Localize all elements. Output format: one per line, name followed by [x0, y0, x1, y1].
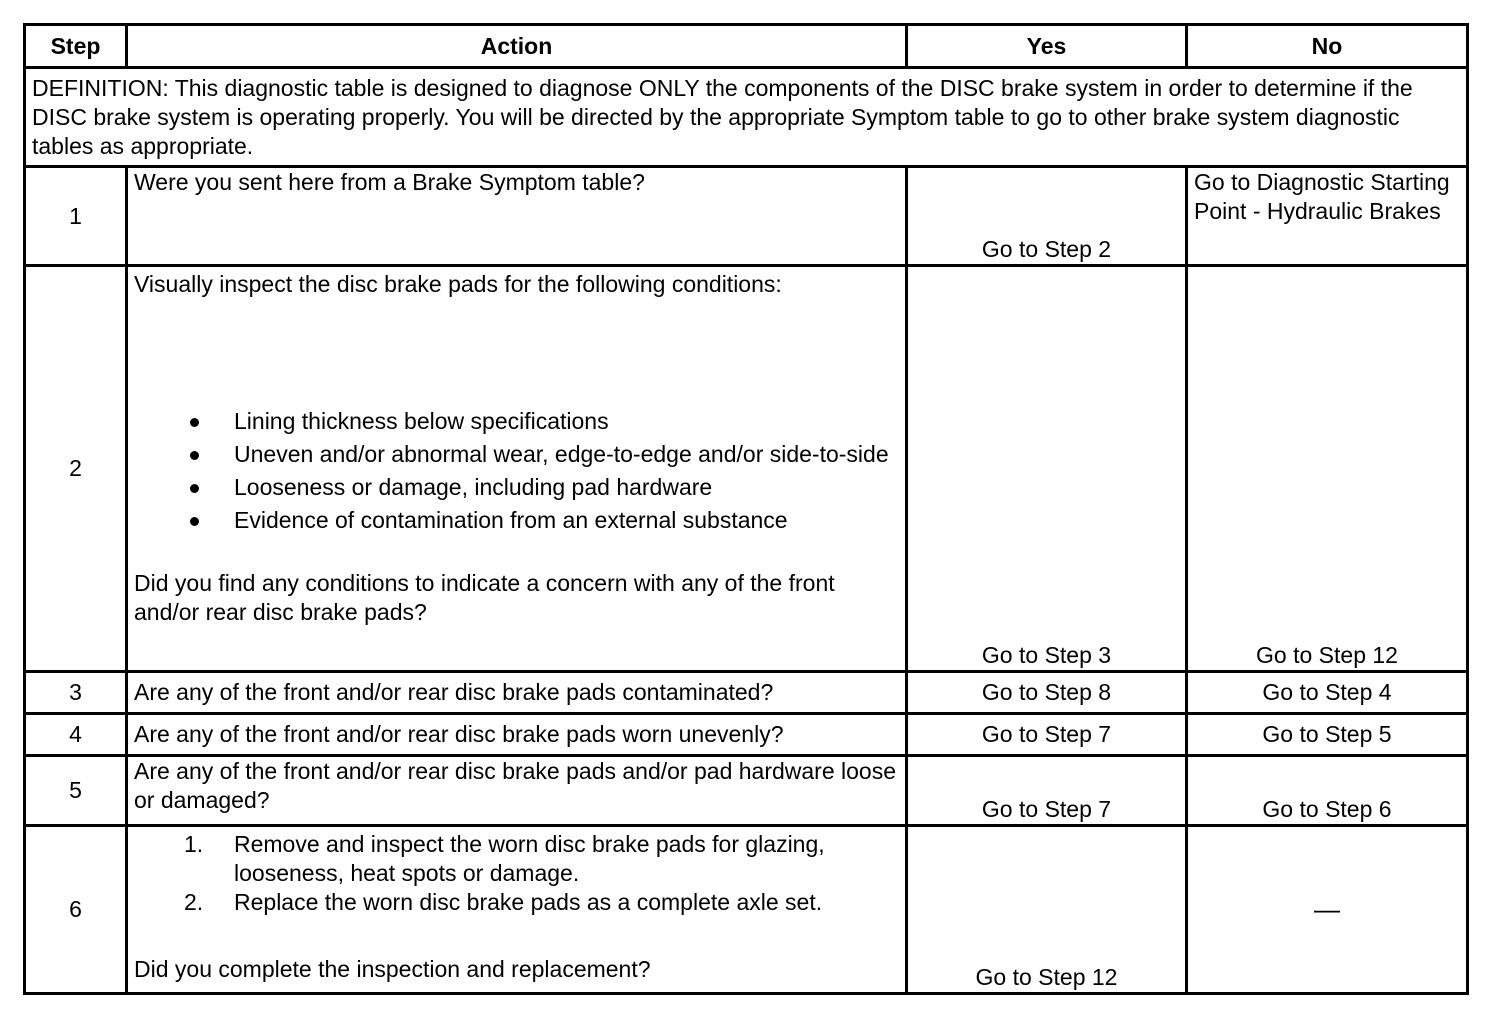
action-text: Are any of the front and/or rear disc brake pads worn unevenly? — [127, 714, 907, 756]
table-row — [25, 756, 1468, 826]
action-text: Are any of the front and/or rear disc brake pads and/or pad hardware loose or damaged? — [127, 756, 907, 826]
table-row — [25, 714, 1468, 756]
yes-result: Go to Step 3 — [907, 266, 1187, 672]
yes-result: Go to Step 7 — [907, 714, 1187, 756]
step-number: 2 — [25, 266, 127, 672]
list-item: Uneven and/or abnormal wear, edge-to-edge and/or side-to-side — [134, 440, 899, 469]
no-result: Go to Diagnostic Starting Point - Hydraulic Brakes — [1187, 167, 1468, 266]
action-question: Did you find any conditions to indicate a concern with any of the front and/or rear disc brake pads? — [134, 570, 835, 625]
action-cell — [127, 826, 907, 994]
list-item: Evidence of contamination from an external substance — [134, 506, 899, 535]
step-number: 5 — [25, 756, 127, 826]
table-row — [25, 167, 1468, 266]
header-action: Action — [127, 25, 907, 68]
list-text: Replace the worn disc brake pads as a complete axle set. — [234, 889, 823, 915]
table-row — [25, 672, 1468, 714]
definition-text: DEFINITION: This diagnostic table is designed to diagnose ONLY the components of the DISC brake system in order to determine if the DISC brake system is operating properly. You will be directed by the appropriate Symptom table to go to other brake system diagnostic tables as appropriate. — [25, 68, 1468, 167]
list-item — [134, 888, 899, 917]
header-row — [25, 25, 1468, 68]
header-no: No — [1187, 25, 1468, 68]
table-row — [25, 826, 1468, 994]
yes-result: Go to Step 12 — [907, 826, 1187, 994]
header-step: Step — [25, 25, 127, 68]
step-number: 4 — [25, 714, 127, 756]
action-cell — [127, 266, 907, 672]
no-result: Go to Step 12 — [1187, 266, 1468, 672]
condition-list — [134, 407, 899, 535]
action-question: Did you complete the inspection and replacement? — [134, 956, 651, 982]
list-number: 1. — [184, 831, 204, 857]
no-result: Go to Step 5 — [1187, 714, 1468, 756]
action-text: Are any of the front and/or rear disc brake pads contaminated? — [127, 672, 907, 714]
yes-result: Go to Step 2 — [907, 167, 1187, 266]
no-result: — — [1187, 826, 1468, 994]
no-result: Go to Step 6 — [1187, 756, 1468, 826]
list-item — [134, 830, 899, 888]
table-row — [25, 266, 1468, 672]
action-text: Were you sent here from a Brake Symptom table? — [127, 167, 907, 266]
action-intro: Visually inspect the disc brake pads for the following conditions: — [134, 271, 782, 297]
yes-result: Go to Step 7 — [907, 756, 1187, 826]
diagnostic-table — [23, 23, 1469, 995]
step-number: 1 — [25, 167, 127, 266]
yes-result: Go to Step 8 — [907, 672, 1187, 714]
list-number: 2. — [184, 889, 204, 915]
step-number: 3 — [25, 672, 127, 714]
procedure-list — [134, 830, 899, 917]
no-result: Go to Step 4 — [1187, 672, 1468, 714]
list-item: Lining thickness below specifications — [134, 407, 899, 436]
header-yes: Yes — [907, 25, 1187, 68]
list-text: Remove and inspect the worn disc brake pads for glazing, looseness, heat spots or damage. — [234, 831, 825, 886]
step-number: 6 — [25, 826, 127, 994]
list-item: Looseness or damage, including pad hardware — [134, 473, 899, 502]
definition-row — [25, 68, 1468, 167]
